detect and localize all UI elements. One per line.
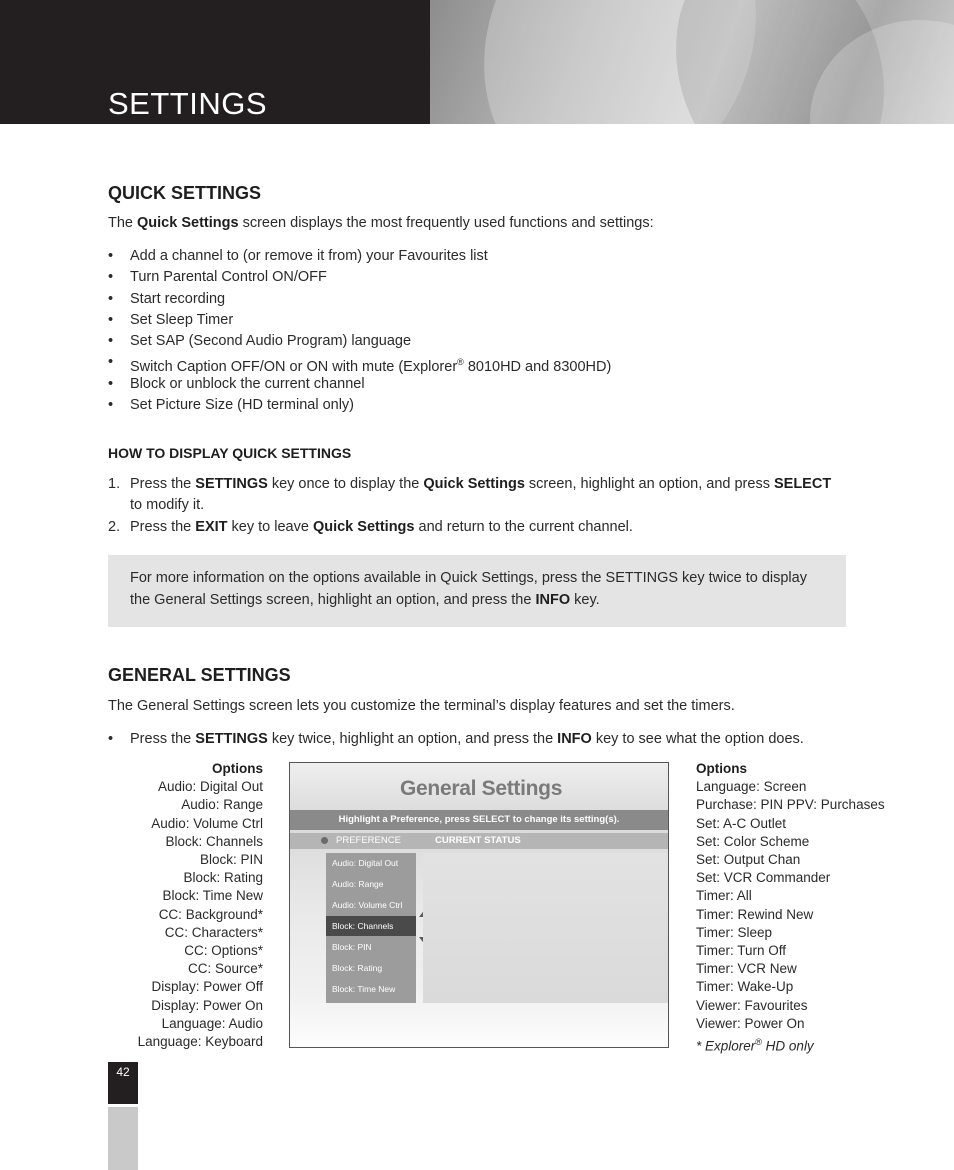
option-item: Timer: VCR New <box>696 961 797 977</box>
quick-settings-heading: QUICK SETTINGS <box>108 183 262 203</box>
howto-heading: HOW TO DISPLAY QUICK SETTINGS <box>108 445 352 461</box>
info-note-box <box>108 555 846 627</box>
options-label: Options <box>696 761 747 776</box>
screenshot-instruction: Highlight a Preference, press SELECT to change its setting(s). <box>290 810 668 830</box>
screenshot-bottom-area <box>290 1003 668 1048</box>
option-item: CC: Background* <box>158 906 263 922</box>
option-item: Timer: Wake-Up <box>696 979 794 995</box>
footer-tab <box>108 1107 138 1170</box>
option-item: Viewer: Favourites <box>696 997 808 1013</box>
screenshot-list-item: Block: Rating <box>332 963 383 973</box>
option-item: Set: Output Chan <box>696 852 801 868</box>
quick-settings-intro: The Quick Settings screen displays the most frequently used functions and settings: <box>108 215 654 231</box>
page-number: 42 <box>116 1065 130 1079</box>
option-item: CC: Options* <box>184 943 263 959</box>
option-item: Language: Screen <box>696 779 807 795</box>
page-number-box <box>108 1062 138 1104</box>
option-item: Audio: Volume Ctrl <box>151 815 263 831</box>
screenshot-list-item: Block: PIN <box>332 942 372 952</box>
general-settings-screenshot <box>289 762 669 1048</box>
option-item: Set: A-C Outlet <box>696 815 787 831</box>
footnote: * Explorer® HD only <box>696 1037 814 1054</box>
option-item: Set: VCR Commander <box>696 870 831 886</box>
page-title: SETTINGS <box>108 86 268 121</box>
option-item: Timer: All <box>696 888 752 904</box>
step-item: 2. Press the EXIT key to leave Quick Settings and return to the current channel. <box>108 519 633 535</box>
list-item: • Set SAP (Second Audio Program) language <box>108 333 412 350</box>
option-item: Timer: Turn Off <box>696 943 787 959</box>
general-settings-intro: The General Settings screen lets you customize the terminal’s display features and set the timers. <box>108 698 735 714</box>
option-item: Timer: Sleep <box>696 924 773 940</box>
option-item: CC: Source* <box>187 961 263 977</box>
screenshot-status-column: CURRENT STATUS <box>435 835 521 846</box>
screenshot-list-item-selected: Block: Channels <box>326 916 416 936</box>
list-item: • Block or unblock the current channel <box>108 375 365 392</box>
option-item: CC: Characters* <box>164 924 263 940</box>
screenshot-list-item: Audio: Range <box>332 879 384 889</box>
list-item: • Set Picture Size (HD terminal only) <box>108 397 355 414</box>
general-settings-list <box>108 729 804 750</box>
screenshot-status-area <box>423 853 669 1003</box>
list-item: • Switch Caption OFF/ON or ON with mute (Explorer® 8010HD and 8300HD) <box>108 354 612 376</box>
screenshot-list-item: Block: Time New <box>332 984 396 994</box>
options-left-column <box>138 760 263 1051</box>
option-item: Language: Audio <box>161 1015 263 1031</box>
list-item: • Turn Parental Control ON/OFF <box>108 269 327 286</box>
general-settings-heading: GENERAL SETTINGS <box>108 665 291 685</box>
option-item: Audio: Range <box>181 797 263 813</box>
option-item: Audio: Digital Out <box>157 779 263 795</box>
options-right-column <box>696 760 885 1056</box>
quick-settings-list <box>108 246 611 416</box>
options-label: Options <box>212 761 263 776</box>
info-note-text: For more information on the options available in Quick Settings, press the SETTINGS key twice to display the General Settings screen, highlight an option, and press the INFO key. <box>130 570 807 608</box>
step-item: 1. Press the SETTINGS key once to display the Quick Settings screen, highlight an option, and press SELECT to modify it. <box>108 476 832 513</box>
howto-steps <box>108 474 838 539</box>
list-item: • Set Sleep Timer <box>108 311 234 328</box>
screenshot-preference-list <box>326 853 416 1003</box>
option-item: Timer: Rewind New <box>696 906 814 922</box>
option-item: Block: Time New <box>162 888 263 904</box>
screenshot-list-item: Audio: Volume Ctrl <box>332 900 403 910</box>
option-item: Set: Color Scheme <box>696 833 810 849</box>
list-item: • Start recording <box>108 290 226 307</box>
option-item: Purchase: PIN PPV: Purchases <box>696 797 885 813</box>
screenshot-preference-column: PREFERENCE <box>336 835 401 846</box>
bullet-dot-icon <box>321 837 328 844</box>
list-item: • Press the SETTINGS key twice, highlight an option, and press the INFO key to see what the option does. <box>108 731 804 747</box>
list-item: • Add a channel to (or remove it from) your Favourites list <box>108 248 488 264</box>
screenshot-list-item: Audio: Digital Out <box>332 858 399 868</box>
option-item: Display: Power Off <box>151 979 263 995</box>
option-item: Viewer: Power On <box>696 1015 805 1031</box>
header-decorative-band <box>430 0 954 124</box>
option-item: Display: Power On <box>151 997 263 1013</box>
screenshot-title: General Settings <box>400 777 563 800</box>
option-item: Block: Channels <box>165 833 263 849</box>
option-item: Language: Keyboard <box>137 1034 263 1050</box>
option-item: Block: PIN <box>199 852 263 868</box>
option-item: Block: Rating <box>183 870 263 886</box>
